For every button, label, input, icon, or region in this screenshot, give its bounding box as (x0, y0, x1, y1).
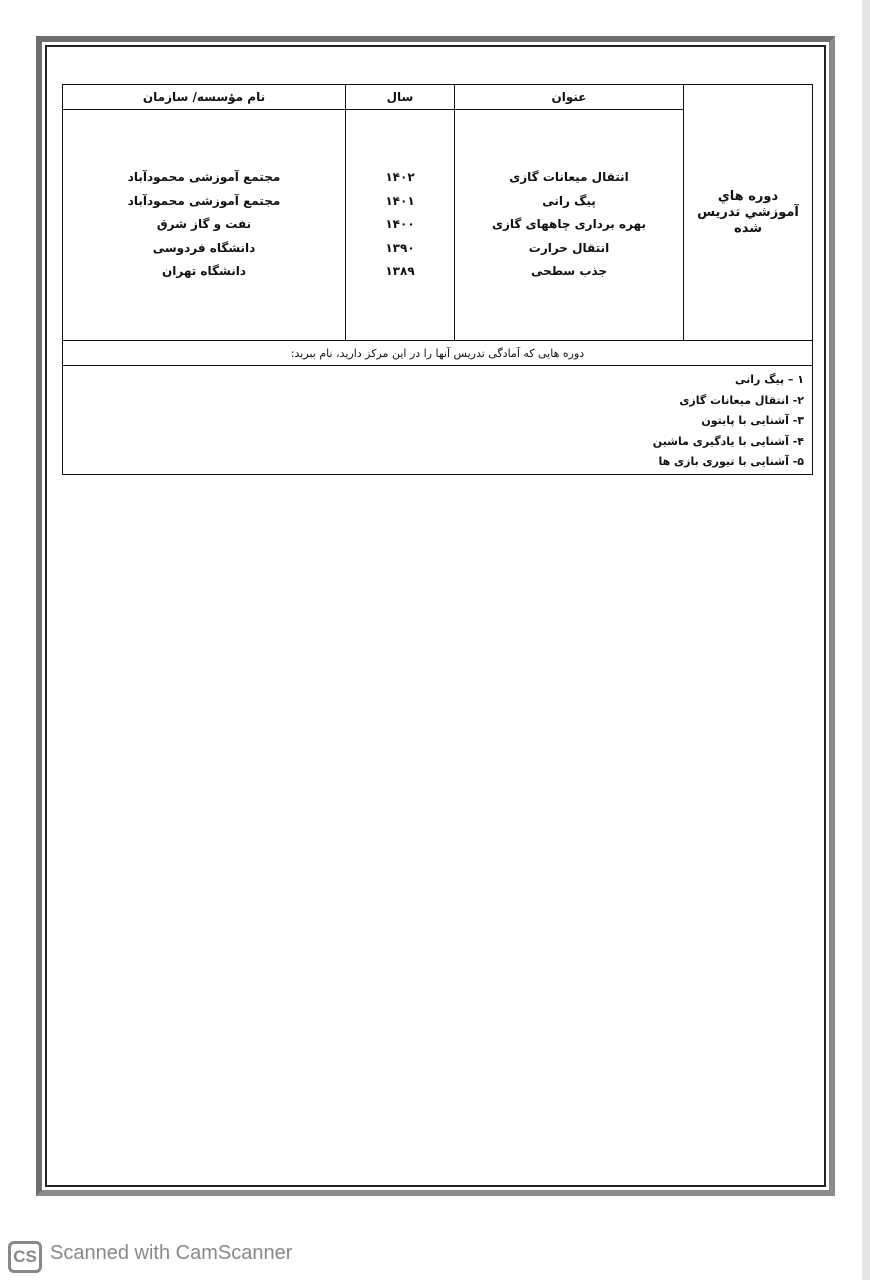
teaching-courses-table (62, 84, 813, 475)
course-title: انتقال حرارت (528, 240, 610, 255)
course-title: پیگ رانی (542, 193, 596, 208)
camscanner-logo: CS (8, 1241, 42, 1273)
ready-courses-list (63, 366, 813, 475)
section-label (684, 85, 813, 341)
scan-edge (862, 0, 870, 1280)
section-label-line: شده (734, 220, 762, 236)
ready-course-item: ۱ – پیگ رانی (735, 373, 804, 386)
course-organization: نفت و گاز شرق (156, 217, 252, 232)
ready-courses-note: دوره هایی که آمادگی تدریس آنها را در این مرکز دارید، نام ببرید: (63, 341, 813, 366)
course-years-cell (346, 110, 455, 341)
section-label-line: آموزشي تدريس (697, 204, 799, 220)
header-title: عنوان (455, 85, 684, 110)
header-organization: نام مؤسسه/ سازمان (63, 85, 346, 110)
course-title: جذب سطحی (530, 264, 608, 279)
course-title: انتقال میعانات گازی (509, 170, 629, 185)
course-organization: مجتمع آموزشی محمودآباد (127, 170, 281, 185)
course-organization: مجتمع آموزشی محمودآباد (127, 193, 281, 208)
scanner-watermark: Scanned with CamScanner (50, 1242, 293, 1264)
section-label-line: دوره هاي (717, 188, 779, 204)
ready-course-item: ۵- آشنایی با تیوری بازی ها (658, 455, 804, 468)
course-year: ۱۳۸۹ (385, 264, 415, 279)
header-year: سال (346, 85, 455, 110)
course-organization: دانشگاه تهران (162, 264, 246, 279)
course-year: ۱۳۹۰ (385, 240, 415, 255)
course-organization: دانشگاه فردوسی (152, 240, 256, 255)
course-title: بهره برداری چاههای گازی (492, 217, 646, 232)
course-year: ۱۴۰۱ (385, 193, 415, 208)
ready-course-item: ۳- آشنایی با پایتون (701, 414, 804, 427)
course-year: ۱۴۰۲ (385, 170, 415, 185)
ready-course-item: ۲- انتقال میعانات گازی (679, 393, 804, 407)
ready-course-item: ۴- آشنایی با یادگیری ماشین (652, 434, 804, 448)
course-titles-cell (455, 110, 684, 341)
course-year: ۱۴۰۰ (385, 217, 415, 232)
course-organizations-cell (63, 110, 346, 341)
